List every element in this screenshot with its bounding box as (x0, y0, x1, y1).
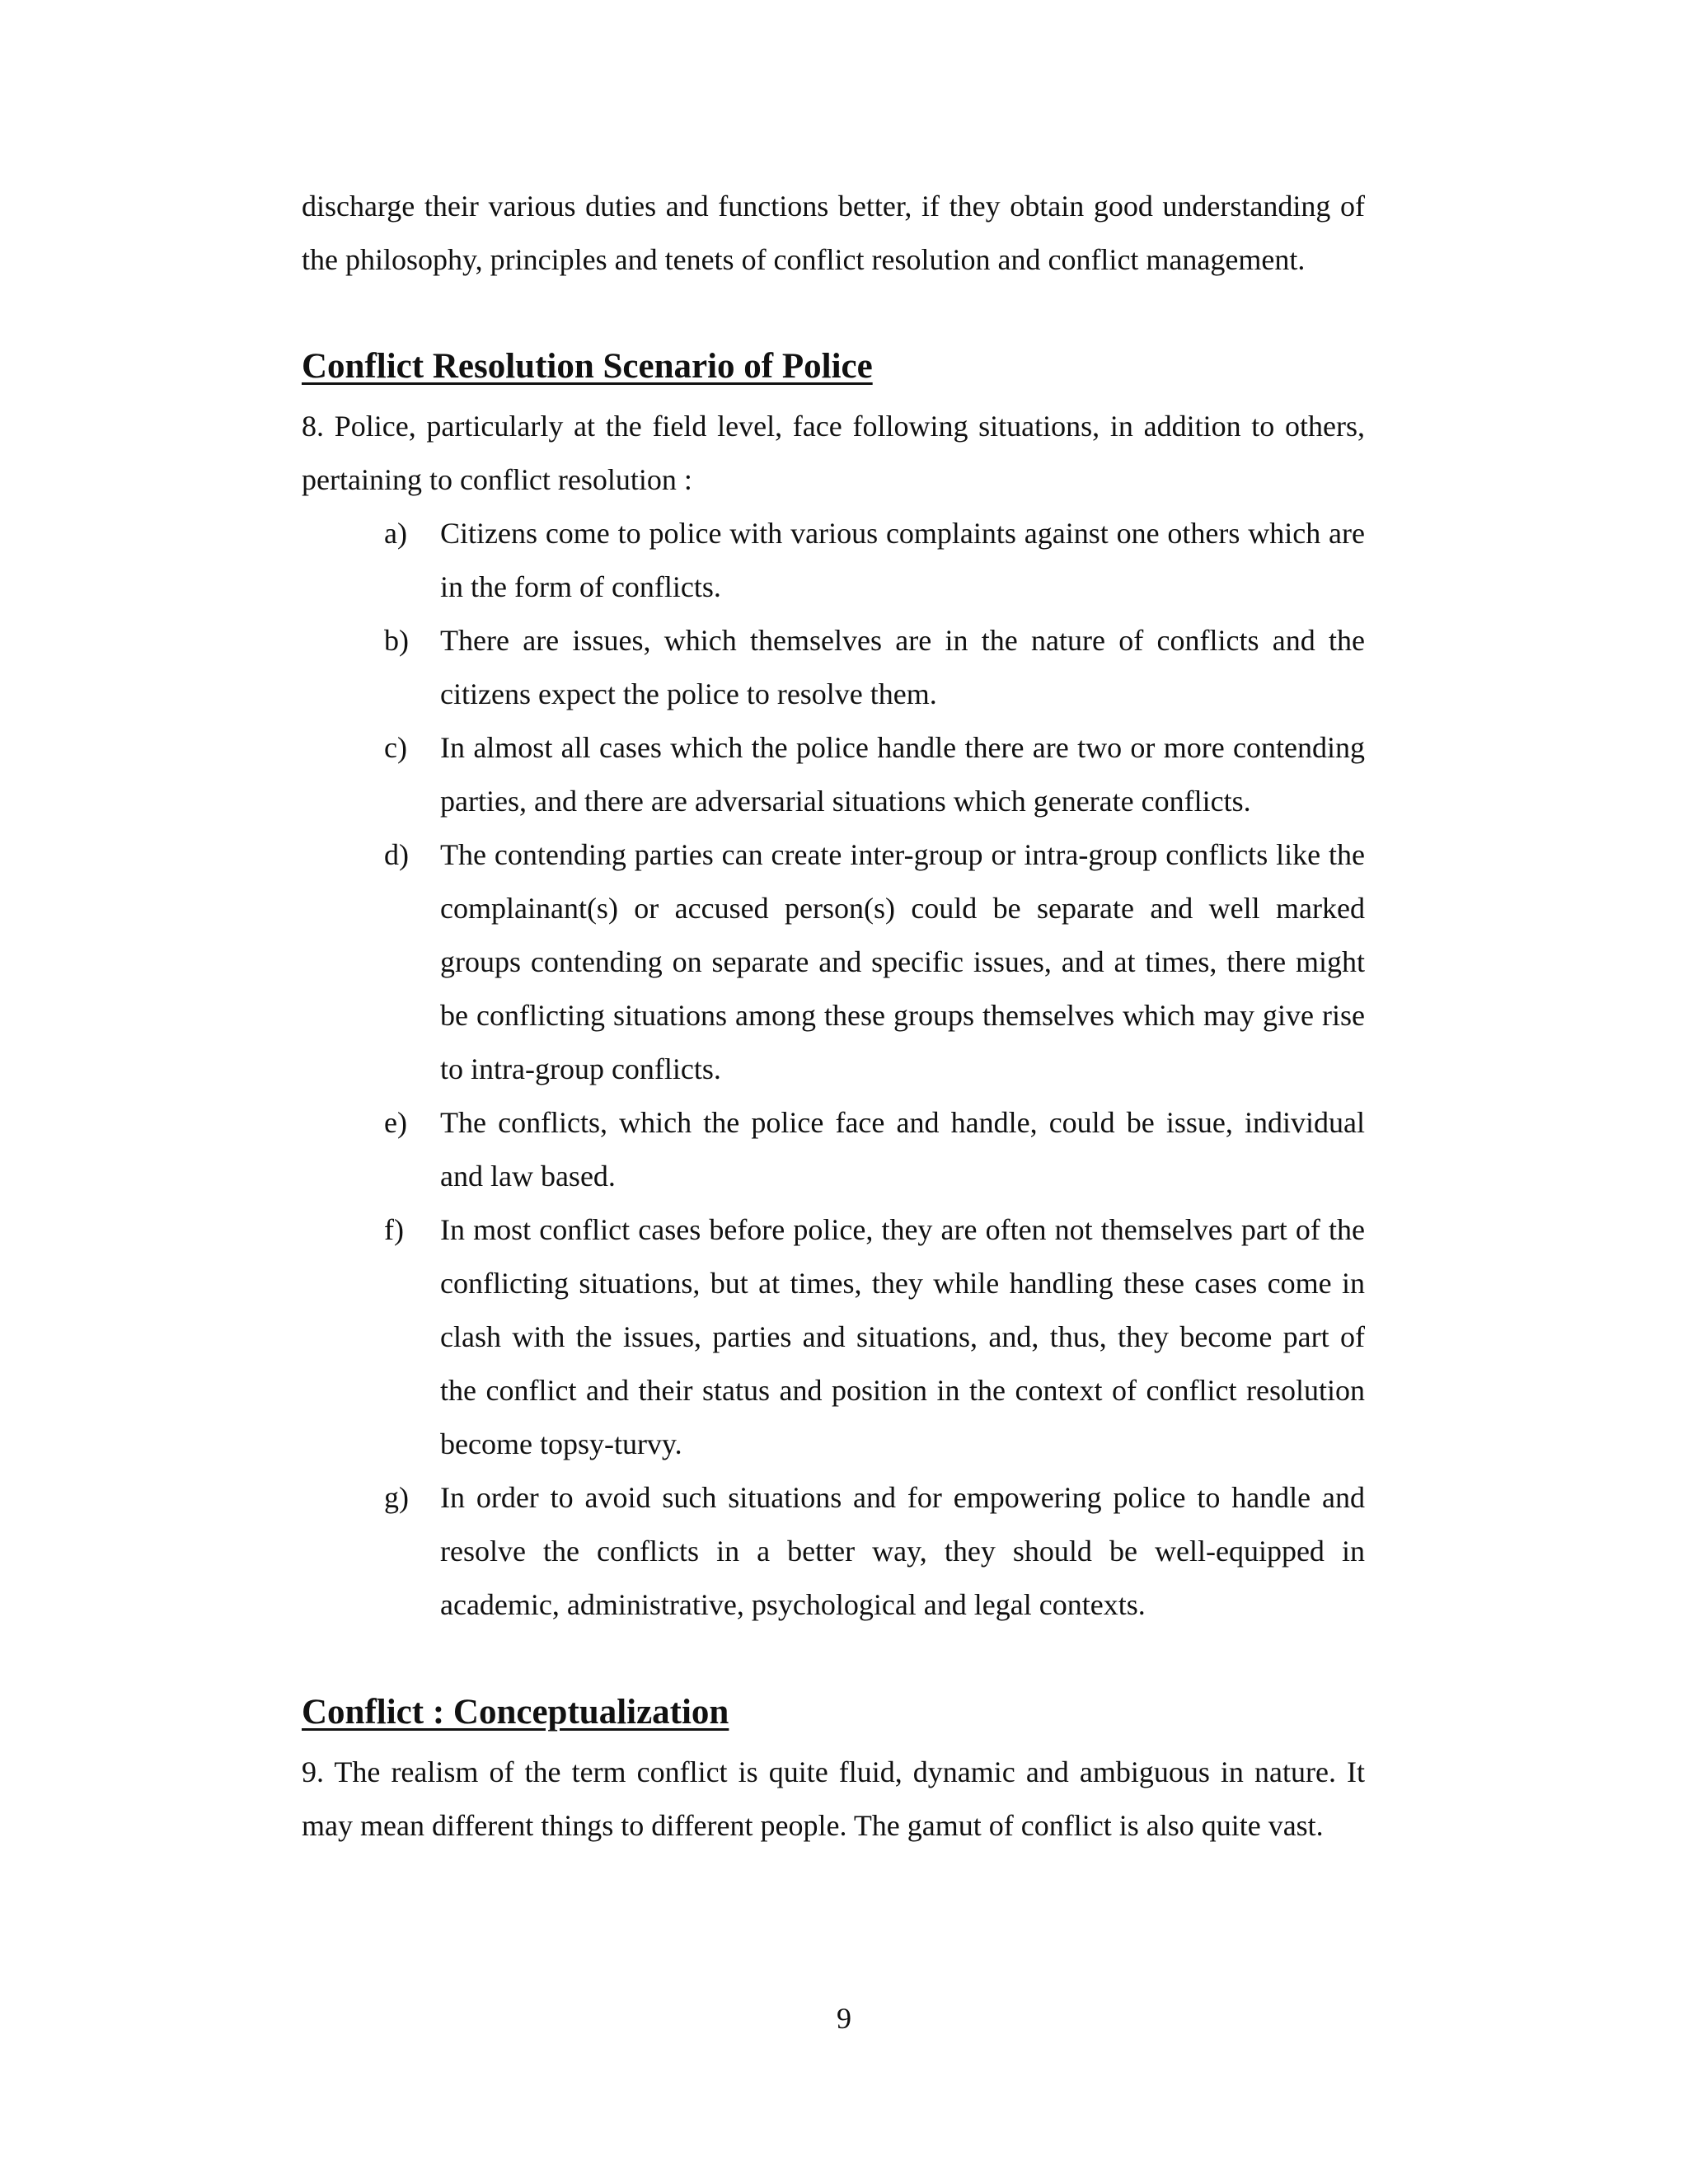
list-item (302, 828, 1365, 1096)
list-item (302, 614, 1365, 721)
list-marker: e) (384, 1106, 407, 1139)
list-item-text: There are issues, which themselves are in the nature of conflicts and the citizens expect the police to resolve them. (440, 624, 1365, 710)
list-item-text: The conflicts, which the police face and handle, could be issue, individual and law based. (440, 1106, 1365, 1193)
list-item (302, 1203, 1365, 1471)
list-item (302, 721, 1365, 828)
situations-list (302, 507, 1365, 1632)
list-item-text: The contending parties can create inter-group or intra-group conflicts like the complainant(s) or accused person(s) could be separate and well marked groups contending on separate and specific issues, and at times, there might be conflicting situations among these groups themselves which may give rise to intra-group conflicts. (440, 838, 1365, 1085)
list-marker: c) (384, 731, 407, 764)
section-heading-police: Conflict Resolution Scenario of Police (302, 347, 873, 386)
list-item-text: In almost all cases which the police handle there are two or more contending parties, and there are adversarial situations which generate conflicts. (440, 731, 1365, 818)
list-item-text: In order to avoid such situations and for empowering police to handle and resolve the conflicts in a better way, they should be well-equipped in academic, administrative, psychological and legal contexts. (440, 1481, 1365, 1621)
paragraph-9: 9. The realism of the term conflict is quite fluid, dynamic and ambiguous in nature. It may mean different things to different people. The gamut of conflict is also quite vast. (302, 1755, 1365, 1842)
list-marker: a) (384, 517, 407, 550)
list-item-text: Citizens come to police with various complaints against one others which are in the form of conflicts. (440, 517, 1365, 603)
list-item-text: In most conflict cases before police, they are often not themselves part of the conflicting situations, but at times, they while handling these cases come in clash with the issues, parties and situations, and, thus, they become part of the conflict and their status and position in the context of conflict resolution become topsy-turvy. (440, 1213, 1365, 1460)
list-marker: f) (384, 1213, 404, 1246)
page-number: 9 (837, 2002, 851, 2035)
document-page (302, 180, 1365, 1853)
list-marker: b) (384, 624, 409, 657)
list-item (302, 1471, 1365, 1632)
list-marker: g) (384, 1481, 409, 1514)
list-marker: d) (384, 838, 409, 871)
list-item (302, 507, 1365, 614)
list-item (302, 1096, 1365, 1203)
section-heading-conceptualization: Conflict : Conceptualization (302, 1693, 729, 1732)
paragraph-8: 8. Police, particularly at the field level, face following situations, in addition to others, pertaining to conflict resolution : (302, 410, 1365, 496)
intro-paragraph: discharge their various duties and functions better, if they obtain good understanding of the philosophy, principles and tenets of conflict resolution and conflict management. (302, 190, 1365, 276)
